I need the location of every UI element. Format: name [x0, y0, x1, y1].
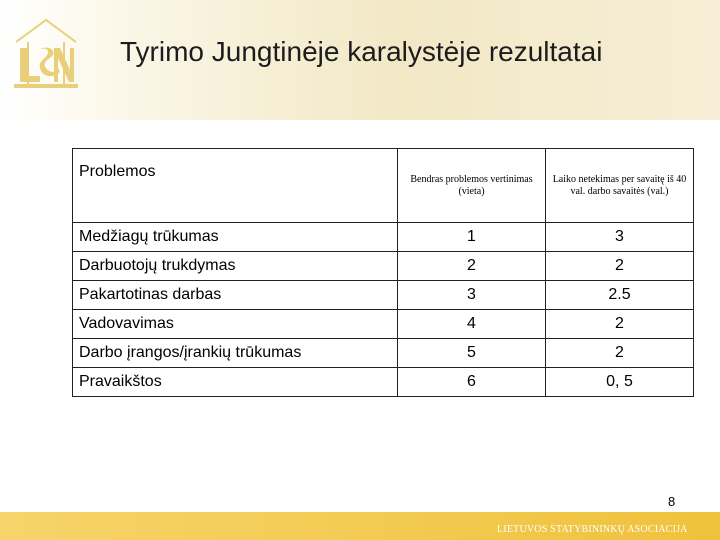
hours-value: 3	[546, 223, 694, 252]
rank-value: 1	[398, 223, 546, 252]
problem-name: Darbuotojų trukdymas	[73, 252, 398, 281]
problem-name: Vadovavimas	[73, 310, 398, 339]
header-overall-rank: Bendras problemos vertinimas (vieta)	[398, 149, 546, 223]
rank-value: 3	[398, 281, 546, 310]
hours-value: 2	[546, 310, 694, 339]
table-row	[73, 223, 694, 252]
table-row	[73, 339, 694, 368]
problem-name: Pakartotinas darbas	[73, 281, 398, 310]
problem-name: Darbo įrangos/įrankių trūkumas	[73, 339, 398, 368]
results-table	[72, 148, 694, 397]
table-row	[73, 281, 694, 310]
lsa-logo-icon	[10, 14, 82, 90]
table-row	[73, 368, 694, 397]
slide-title: Tyrimo Jungtinėje karalystėje rezultatai	[120, 36, 603, 67]
header-time-lost: Laiko netekimas per savaitę iš 40 val. darbo savaitės (val.)	[546, 149, 694, 223]
rank-value: 6	[398, 368, 546, 397]
rank-value: 5	[398, 339, 546, 368]
rank-value: 2	[398, 252, 546, 281]
rank-value: 4	[398, 310, 546, 339]
header-problems: Problemos	[73, 149, 398, 223]
hours-value: 2	[546, 252, 694, 281]
problem-name: Medžiagų trūkumas	[73, 223, 398, 252]
table-row	[73, 310, 694, 339]
hours-value: 2	[546, 339, 694, 368]
problem-name: Pravaikštos	[73, 368, 398, 397]
hours-value: 0, 5	[546, 368, 694, 397]
hours-value: 2.5	[546, 281, 694, 310]
footer-organization: LIETUVOS STATYBININKŲ ASOCIACIJA	[497, 524, 688, 535]
table-row	[73, 252, 694, 281]
table-header-row	[73, 149, 694, 223]
page-number: 8	[668, 494, 676, 509]
